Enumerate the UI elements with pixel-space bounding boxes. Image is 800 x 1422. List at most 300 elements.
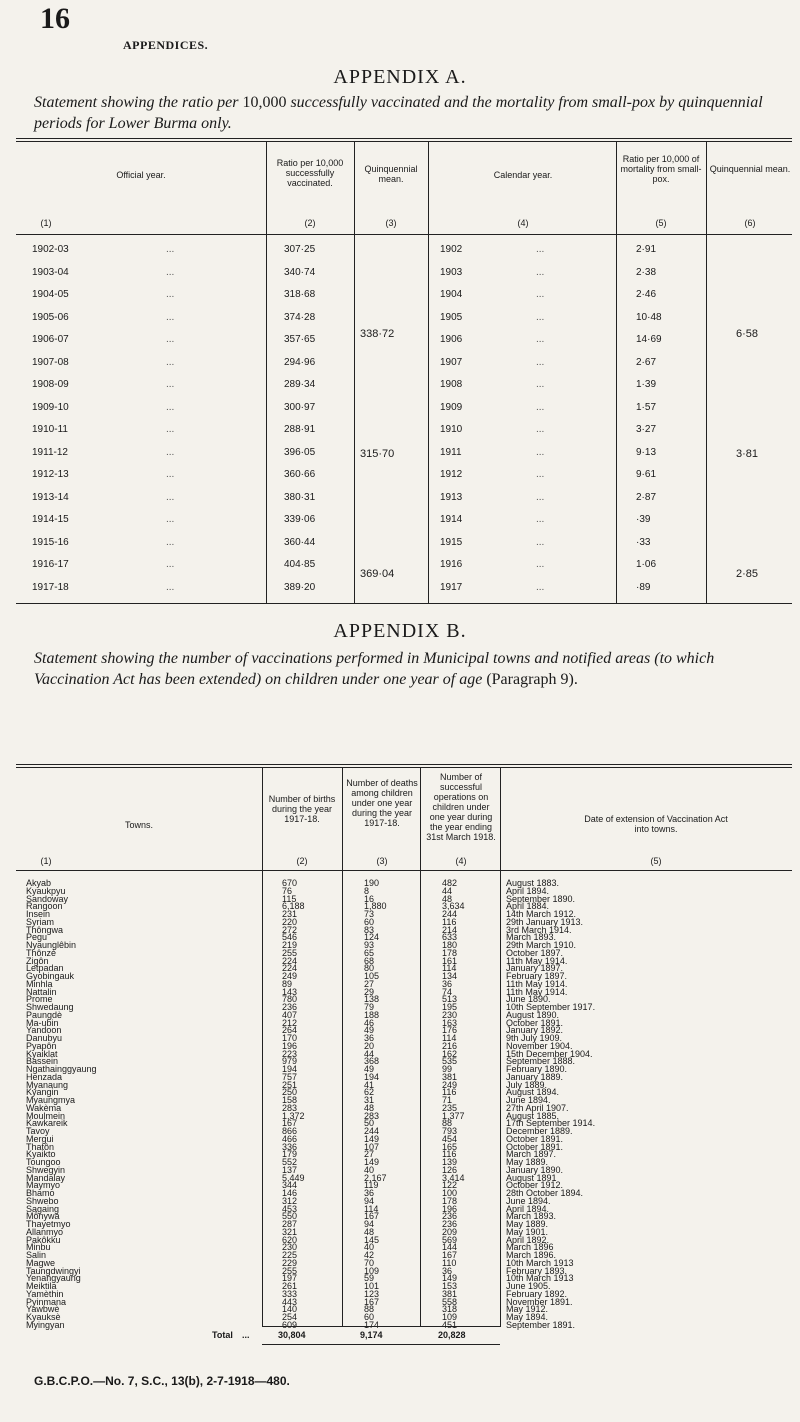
year-cell: 1910-11	[32, 424, 68, 435]
ops-cell: 178	[442, 947, 458, 958]
date-cell: March 1896.	[506, 1250, 557, 1260]
date-cell: September 1890.	[506, 893, 576, 904]
deaths-cell: 59	[364, 1273, 375, 1284]
mortality-cell: 9·13	[636, 446, 657, 458]
deaths-cell: 27	[364, 1149, 375, 1160]
dots-cell: ...	[166, 446, 175, 458]
date-cell: March 1896	[506, 1242, 554, 1253]
town-cell: Pyapôn	[26, 1040, 57, 1051]
births-cell: 170	[282, 1033, 298, 1043]
town-cell: Bhamo	[26, 1188, 55, 1198]
dots-cell: ...	[166, 311, 175, 323]
dots-cell: ...	[536, 446, 545, 458]
births-cell: 466	[282, 1133, 298, 1144]
ops-cell: 535	[442, 1056, 458, 1067]
ratio-cell: 339·06	[284, 514, 316, 525]
calendar-cell: 1904	[440, 289, 463, 300]
ops-cell: 126	[442, 1164, 458, 1175]
date-cell: March 1897.	[506, 1149, 557, 1160]
deaths-cell: 283	[364, 1110, 380, 1121]
page-number: 16	[40, 2, 70, 35]
date-cell: January 1889.	[506, 1071, 564, 1082]
town-cell: Pegu	[26, 932, 48, 943]
mortality-cell: ·39	[636, 514, 651, 525]
ops-cell: 558	[442, 1296, 458, 1307]
dots-cell: ...	[536, 379, 545, 390]
ops-cell: 244	[442, 909, 458, 919]
town-cell: Ngathainggyaung	[26, 1064, 97, 1074]
header-towns: Towns.	[124, 820, 153, 830]
col-b-num-1: (1)	[40, 856, 52, 866]
date-cell: July 1889.	[506, 1079, 548, 1090]
ratio-cell: 380·31	[284, 491, 316, 503]
quin-mean-b-2: 3·81	[736, 448, 759, 460]
total-ops: 20,828	[438, 1330, 466, 1340]
ratio-cell: 300·97	[284, 401, 316, 413]
deaths-cell: 48	[364, 1102, 375, 1113]
mortality-cell: 2·91	[636, 244, 657, 255]
ops-cell: 110	[442, 1257, 457, 1268]
table-row	[16, 375, 792, 399]
col-num-4: (4)	[517, 218, 529, 228]
births-cell: 546	[282, 932, 298, 943]
ops-cell: 134	[442, 971, 458, 981]
births-cell: 609	[282, 1319, 298, 1330]
dots-cell: ...	[536, 469, 545, 480]
ratio-cell: 340·74	[284, 266, 316, 278]
header-official-year: Official year.	[116, 170, 166, 180]
births-cell: 336	[282, 1141, 298, 1152]
deaths-cell: 109	[364, 1265, 380, 1276]
deaths-cell: 65	[364, 947, 375, 958]
date-cell: May 1889.	[506, 1157, 549, 1167]
dots-cell: ...	[166, 289, 175, 300]
table-row	[16, 578, 792, 602]
deaths-cell: 2,167	[364, 1172, 387, 1183]
town-cell: Mandalay	[26, 1172, 66, 1183]
deaths-cell: 40	[364, 1242, 375, 1253]
date-cell: September 1891.	[506, 1319, 576, 1330]
table-row	[16, 398, 792, 422]
mortality-cell: 14·69	[636, 334, 662, 345]
ratio-cell: 404·85	[284, 559, 316, 570]
deaths-cell: 368	[364, 1056, 380, 1067]
ratio-cell: 389·20	[284, 581, 316, 593]
calendar-cell: 1906	[440, 334, 463, 345]
dots-cell: ...	[536, 581, 545, 593]
mortality-cell: 2·87	[636, 491, 657, 503]
deaths-cell: 60	[364, 1312, 375, 1322]
header-ops: Number of successful operations on children under one year during the year ending 31st March 1918.	[426, 772, 496, 842]
deaths-cell: 167	[364, 1211, 380, 1222]
ops-cell: 74	[442, 986, 453, 997]
ops-cell: 116	[442, 916, 457, 927]
ops-cell: 633	[442, 932, 458, 943]
births-cell: 979	[282, 1056, 298, 1067]
births-cell: 261	[282, 1281, 298, 1291]
deaths-cell: 119	[364, 1180, 379, 1191]
town-cell: Sagaing	[26, 1203, 60, 1214]
table-row	[16, 533, 792, 557]
date-cell: June 1905.	[506, 1281, 551, 1291]
deaths-cell: 48	[364, 1226, 375, 1237]
mortality-cell: 10·48	[636, 311, 662, 323]
births-cell: 231	[282, 909, 298, 919]
calendar-cell: 1915	[440, 536, 463, 548]
births-cell: 866	[282, 1126, 298, 1136]
town-cell: Kawkareik	[26, 1118, 68, 1129]
town-cell: Myingyan	[26, 1319, 65, 1330]
dots-cell: ...	[536, 356, 545, 368]
date-cell: April 1892.	[506, 1234, 550, 1245]
town-cell: Yandoon	[26, 1025, 62, 1036]
births-cell: 550	[282, 1211, 298, 1222]
ops-cell: 454	[442, 1133, 458, 1144]
ratio-cell: 288·91	[284, 424, 316, 435]
header-ratio: Ratio per 10,000 successfully vaccinated.	[276, 158, 344, 188]
town-cell: Myanaung	[26, 1079, 69, 1090]
date-cell: August 1894.	[506, 1087, 560, 1098]
births-cell: 552	[282, 1157, 298, 1167]
ops-cell: 71	[442, 1095, 453, 1105]
calendar-cell: 1912	[440, 469, 463, 480]
ops-cell: 36	[442, 978, 453, 989]
births-cell: 196	[282, 1040, 298, 1051]
deaths-cell: 149	[364, 1133, 380, 1144]
table-row	[16, 465, 792, 489]
ratio-cell: 360·44	[284, 536, 316, 548]
town-cell: Sandoway	[26, 893, 69, 904]
town-cell: Rangoon	[26, 901, 63, 912]
date-cell: 11th May 1914.	[506, 978, 568, 989]
date-cell: May 1901.	[506, 1226, 549, 1237]
town-cell: Syriam	[26, 916, 55, 927]
births-cell: 5,449	[282, 1172, 305, 1183]
dots-cell: ...	[536, 334, 545, 345]
date-cell: November 1891.	[506, 1296, 573, 1307]
col-num-1: (1)	[40, 218, 52, 228]
births-cell: 140	[282, 1304, 298, 1315]
date-cell: October 1912.	[506, 1180, 564, 1191]
date-cell: May 1889.	[506, 1219, 549, 1229]
births-cell: 407	[282, 1009, 298, 1020]
date-cell: 29th March 1910.	[506, 940, 577, 950]
town-cell: Insein	[26, 909, 51, 919]
town-cell: Nyaunglêbin	[26, 940, 77, 950]
deaths-cell: 36	[364, 1033, 375, 1043]
mortality-cell: 1·39	[636, 379, 657, 390]
ops-cell: 114	[442, 963, 457, 974]
deaths-cell: 27	[364, 978, 375, 989]
mortality-cell: 1·57	[636, 401, 657, 413]
dots-cell: ...	[166, 379, 175, 390]
deaths-cell: 188	[364, 1009, 380, 1020]
town-cell: Tavoy	[26, 1126, 50, 1136]
ops-cell: 249	[442, 1079, 458, 1090]
table-row	[16, 285, 792, 309]
deaths-cell: 42	[364, 1250, 375, 1260]
date-cell: January 1890.	[506, 1164, 564, 1175]
deaths-cell: 79	[364, 1002, 375, 1012]
col-b-num-3: (3)	[376, 856, 388, 866]
town-cell: Yamèthin	[26, 1288, 64, 1299]
births-cell: 287	[282, 1219, 298, 1229]
dots-cell: ...	[166, 469, 175, 480]
town-cell: Allanmyo	[26, 1226, 64, 1237]
table-appendix-b	[16, 764, 792, 1364]
deaths-cell: 16	[364, 893, 375, 904]
town-cell: Magwe	[26, 1257, 56, 1268]
date-cell: October 1897.	[506, 947, 564, 958]
year-cell: 1913-14	[32, 491, 69, 503]
ops-cell: 162	[442, 1048, 458, 1059]
year-cell: 1908-09	[32, 379, 69, 390]
births-cell: 224	[282, 963, 298, 974]
births-cell: 251	[282, 1079, 298, 1090]
ops-cell: 196	[442, 1203, 458, 1214]
dots-cell: ...	[166, 356, 175, 368]
mortality-cell: 1·06	[636, 559, 657, 570]
year-cell: 1905-06	[32, 311, 69, 323]
calendar-cell: 1903	[440, 266, 463, 278]
col-b-num-2: (2)	[296, 856, 308, 866]
date-cell: April 1894.	[506, 1203, 550, 1214]
col-num-2: (2)	[304, 218, 316, 228]
births-cell: 197	[282, 1273, 298, 1284]
dots-cell: ...	[166, 514, 175, 525]
ops-cell: 482	[442, 878, 458, 888]
ops-cell: 149	[442, 1273, 458, 1284]
table-row	[16, 443, 792, 467]
ops-cell: 114	[442, 1033, 457, 1043]
mortality-cell: ·89	[636, 581, 651, 593]
date-cell: December 1889.	[506, 1126, 573, 1136]
quin-mean-a-1: 338·72	[360, 328, 395, 340]
calendar-cell: 1910	[440, 424, 463, 435]
ops-cell: 513	[442, 994, 458, 1005]
date-cell: May 1912.	[506, 1304, 549, 1315]
calendar-cell: 1913	[440, 491, 463, 503]
births-cell: 179	[282, 1149, 298, 1160]
table-row	[16, 263, 792, 287]
births-cell: 757	[282, 1071, 298, 1082]
date-cell: 14th March 1912.	[506, 909, 577, 919]
births-cell: 212	[282, 1017, 298, 1028]
ops-cell: 235	[442, 1102, 458, 1113]
ratio-cell: 318·68	[284, 289, 316, 300]
deaths-cell: 94	[364, 1219, 375, 1229]
deaths-cell: 149	[364, 1157, 380, 1167]
births-cell: 255	[282, 1265, 298, 1276]
mortality-cell: 2·46	[636, 289, 657, 300]
deaths-cell: 40	[364, 1164, 375, 1175]
dots-cell: ...	[536, 491, 545, 503]
ops-cell: 44	[442, 885, 453, 896]
ops-cell: 3,634	[442, 901, 465, 912]
date-cell: August 1883.	[506, 878, 560, 888]
town-cell: Yenangyaung	[26, 1273, 81, 1284]
quin-mean-b-1: 6·58	[736, 328, 759, 340]
town-cell: Myaungmya	[26, 1095, 76, 1105]
town-cell: Kyaukpyu	[26, 885, 66, 896]
deaths-cell: 36	[364, 1188, 375, 1198]
year-cell: 1903-04	[32, 266, 69, 278]
dots-cell: ...	[536, 289, 545, 300]
table-row	[16, 330, 792, 354]
town-cell: Salin	[26, 1250, 47, 1260]
ops-cell: 36	[442, 1265, 453, 1276]
footer-imprint: G.B.C.P.O.—No. 7, S.C., 13(b), 2-7-1918—480.	[34, 1374, 290, 1388]
calendar-cell: 1917	[440, 581, 463, 593]
deaths-cell: 44	[364, 1048, 375, 1059]
births-cell: 146	[282, 1188, 298, 1198]
births-cell: 167	[282, 1118, 298, 1129]
deaths-cell: 8	[364, 885, 370, 896]
ops-cell: 230	[442, 1009, 458, 1020]
dots-cell: ...	[536, 244, 545, 255]
header-quin-mean-2: Quinquennial mean.	[709, 164, 791, 174]
date-cell: 10th September 1917.	[506, 1002, 596, 1012]
ops-cell: 3,414	[442, 1172, 465, 1183]
dots-cell: ...	[166, 401, 175, 413]
date-cell: February 1892.	[506, 1288, 568, 1299]
calendar-cell: 1902	[440, 244, 463, 255]
deaths-cell: 123	[364, 1288, 380, 1299]
deaths-cell: 83	[364, 924, 375, 935]
town-cell: Yawbwè	[26, 1304, 60, 1315]
town-cell: Thayetmyo	[26, 1219, 71, 1229]
calendar-cell: 1908	[440, 379, 463, 390]
deaths-cell: 49	[364, 1025, 375, 1036]
deaths-cell: 46	[364, 1017, 375, 1028]
deaths-cell: 1,880	[364, 901, 387, 912]
ops-cell: 153	[442, 1281, 458, 1291]
date-cell: January 1897.	[506, 963, 564, 974]
date-cell: August 1890.	[506, 1009, 560, 1020]
caption-b-part1: Statement showing the number of vaccinations performed in Municipal towns and notified areas (to which Vaccination Act has been extended) on children under one year of age	[34, 650, 715, 688]
births-cell: 272	[282, 924, 298, 935]
births-cell: 453	[282, 1203, 298, 1214]
calendar-cell: 1916	[440, 559, 463, 570]
town-cell: Thônzè	[26, 947, 57, 958]
births-cell: 443	[282, 1296, 298, 1307]
table-row	[16, 510, 792, 534]
date-cell: 27th April 1907.	[506, 1102, 569, 1113]
date-cell: April 1884.	[506, 901, 550, 912]
town-cell: Wakèma	[26, 1102, 62, 1113]
births-cell: 250	[282, 1087, 298, 1098]
ops-cell: 1,377	[442, 1110, 465, 1121]
deaths-cell: 114	[364, 1203, 379, 1214]
col-num-5: (5)	[655, 218, 667, 228]
ratio-cell: 289·34	[284, 379, 316, 390]
deaths-cell: 105	[364, 971, 380, 981]
col-b-num-4: (4)	[455, 856, 467, 866]
dots-cell: ...	[536, 401, 545, 413]
town-cell: Mônywa	[26, 1211, 60, 1222]
total-births: 30,804	[278, 1330, 306, 1340]
date-cell: October 1891.	[506, 1133, 564, 1144]
births-cell: 224	[282, 955, 298, 966]
deaths-cell: 94	[364, 1195, 375, 1206]
calendar-cell: 1909	[440, 401, 463, 413]
ops-cell: 163	[442, 1017, 458, 1028]
births-cell: 137	[282, 1164, 298, 1175]
dots-cell: ...	[536, 536, 545, 548]
date-cell: September 1888.	[506, 1056, 576, 1067]
year-cell: 1914-15	[32, 514, 69, 525]
ops-cell: 88	[442, 1118, 453, 1129]
ops-cell: 116	[442, 1149, 457, 1160]
year-cell: 1912-13	[32, 469, 69, 480]
date-cell: 10th March 1913	[506, 1273, 574, 1284]
ops-cell: 165	[442, 1141, 458, 1152]
table-row	[16, 555, 792, 579]
town-cell: Henzada	[26, 1071, 63, 1082]
ops-cell: 180	[442, 940, 458, 950]
ops-cell: 236	[442, 1211, 458, 1222]
date-cell: 10th March 1913	[506, 1257, 574, 1268]
appendix-b-caption	[34, 648, 774, 690]
deaths-cell: 73	[364, 909, 375, 919]
births-cell: 230	[282, 1242, 298, 1253]
table-row	[16, 308, 792, 332]
date-cell: February 1890.	[506, 1064, 568, 1074]
town-cell: Shwegyin	[26, 1164, 66, 1175]
date-cell: June 1890.	[506, 994, 551, 1005]
births-cell: 223	[282, 1048, 298, 1059]
deaths-cell: 167	[364, 1296, 380, 1307]
ops-cell: 100	[442, 1188, 458, 1198]
ops-cell: 214	[442, 924, 458, 935]
town-cell: Bassein	[26, 1056, 59, 1067]
ops-cell: 318	[442, 1304, 458, 1315]
appendix-a-title: APPENDIX A.	[333, 66, 467, 88]
town-cell: Nattalin	[26, 986, 57, 997]
births-cell: 225	[282, 1250, 298, 1260]
table-row	[16, 1320, 792, 1330]
town-cell: Mergui	[26, 1133, 54, 1144]
ops-cell: 116	[442, 1087, 457, 1098]
deaths-cell: 101	[364, 1281, 380, 1291]
ops-cell: 109	[442, 1312, 458, 1322]
quin-mean-a-3: 369·04	[360, 568, 395, 580]
ops-cell: 176	[442, 1025, 458, 1036]
town-cell: Moulmein	[26, 1110, 66, 1121]
births-cell: 344	[282, 1180, 298, 1191]
header-quin-mean: Quinquennial mean.	[364, 164, 418, 184]
quin-mean-a-2: 315·70	[360, 448, 395, 460]
date-cell: June 1894.	[506, 1195, 551, 1206]
births-cell: 76	[282, 885, 293, 896]
town-cell: Letpadan	[26, 963, 64, 974]
date-cell: March 1893.	[506, 932, 557, 943]
deaths-cell: 93	[364, 940, 375, 950]
town-cell: Thatôn	[26, 1141, 55, 1152]
births-cell: 220	[282, 916, 298, 927]
town-cell: Danubyu	[26, 1033, 63, 1043]
deaths-cell: 244	[364, 1126, 380, 1136]
ops-cell: 167	[442, 1250, 458, 1260]
deaths-cell: 68	[364, 955, 375, 966]
total-row	[16, 1330, 792, 1340]
town-cell: Maymyo	[26, 1180, 61, 1191]
deaths-cell: 174	[364, 1319, 380, 1330]
town-cell: Pakôkku	[26, 1234, 61, 1245]
calendar-cell: 1914	[440, 514, 463, 525]
births-cell: 312	[282, 1195, 298, 1206]
calendar-cell: 1905	[440, 311, 463, 323]
